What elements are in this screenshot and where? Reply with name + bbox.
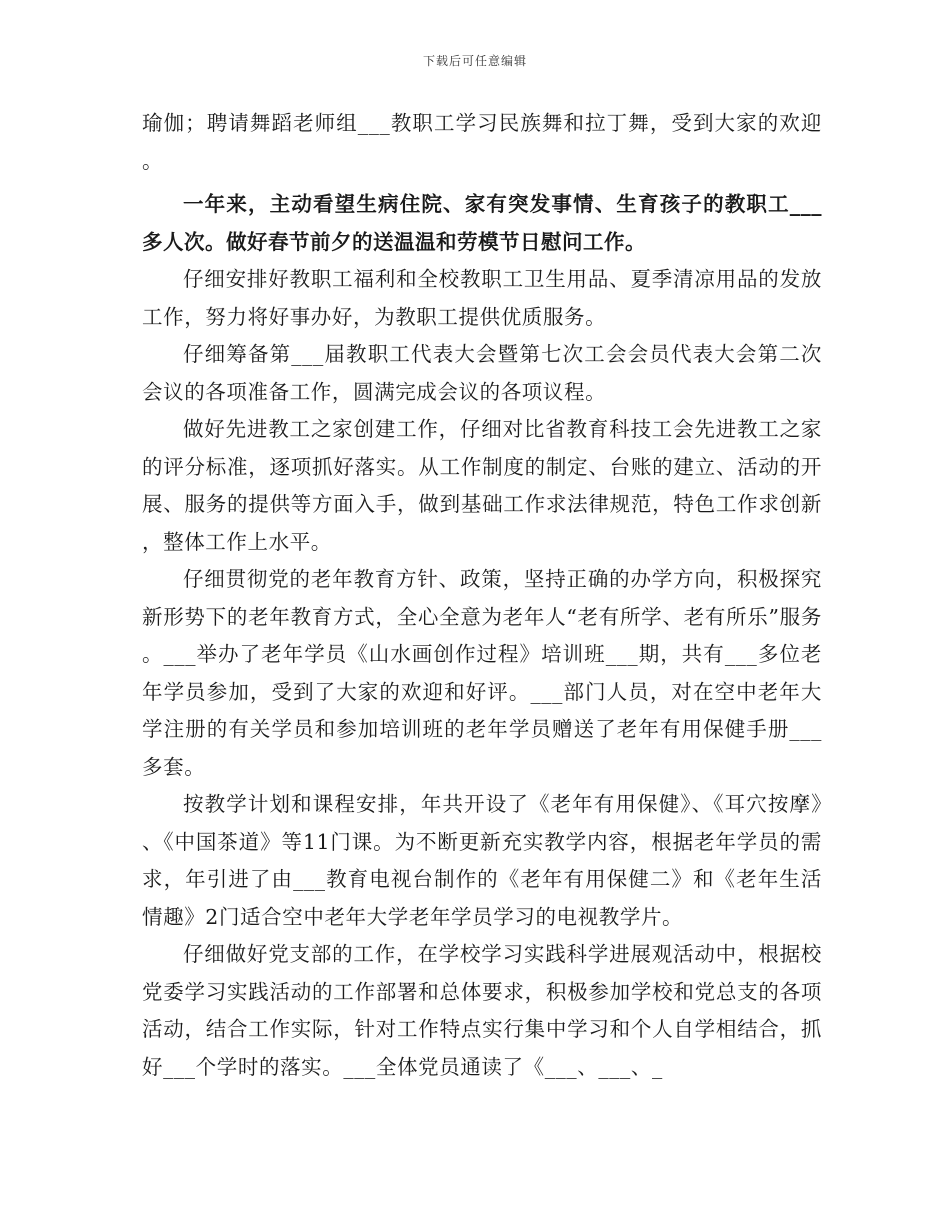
paragraph-party-branch: 仔细做好党支部的工作，在学校学习实践科学进展观活动中，根据校党委学习实践活动的工作部署和总体要求，积极参加学校和党总支的各项活动，结合工作实际，针对工作特点实行集中学习和个人自学相结合，抓好___个学时的落实。___全体党员通读了《___、___、_ [142,942,822,1079]
paragraph-continuation: 瑜伽；聘请舞蹈老师组___教职工学习民族舞和拉丁舞，受到大家的欢迎。 [142,111,822,173]
paragraph-teaching-plan: 按教学计划和课程安排，年共开设了《老年有用保健》、《耳穴按摩》、《中国茶道》等11门课。为不断更新充实教学内容，根据老年学员的需求，年引进了由___教育电视台制作的《老年有用保健二》和《老年生活情趣》2门适合空中老年大学老年学员学习的电视教学片。 [142,792,822,929]
page-header: 下载后可任意编辑 [422,54,527,68]
paragraph-advanced-home: 做好先进教工之家创建工作，仔细对比省教育科技工会先进教工之家的评分标准，逐项抓好落实。从工作制度的制定、台账的建立、活动的开展、服务的提供等方面入手，做到基础工作求法律规范，特色工作求创新，整体工作上水平。 [142,417,822,554]
paragraph-congress: 仔细筹备第___届教职工代表大会暨第七次工会会员代表大会第二次会议的各项准备工作，圆满完成会议的各项议程。 [142,342,822,404]
document-body [142,105,822,1086]
paragraph-elderly-education: 仔细贯彻党的老年教育方针、政策，坚持正确的办学方向，积极探究新形势下的老年教育方式，全心全意为老年人“老有所学、老有所乐”服务。___举办了老年学员《山水画创作过程》培训班___期，共有___多位老年学员参加，受到了大家的欢迎和好评。___部门人员，对在空中老年大学注册的有关学员和参加培训班的老年学员赠送了老年有用保健手册___多套。 [142,567,822,779]
paragraph-welfare: 仔细安排好教职工福利和全校教职工卫生用品、夏季清凉用品的发放工作，努力将好事办好，为教职工提供优质服务。 [142,267,822,329]
paragraph-bold-summary: 一年来，主动看望生病住院、家有突发事情、生育孩子的教职工___多人次。做好春节前夕的送温温和劳模节日慰问工作。 [142,192,822,254]
